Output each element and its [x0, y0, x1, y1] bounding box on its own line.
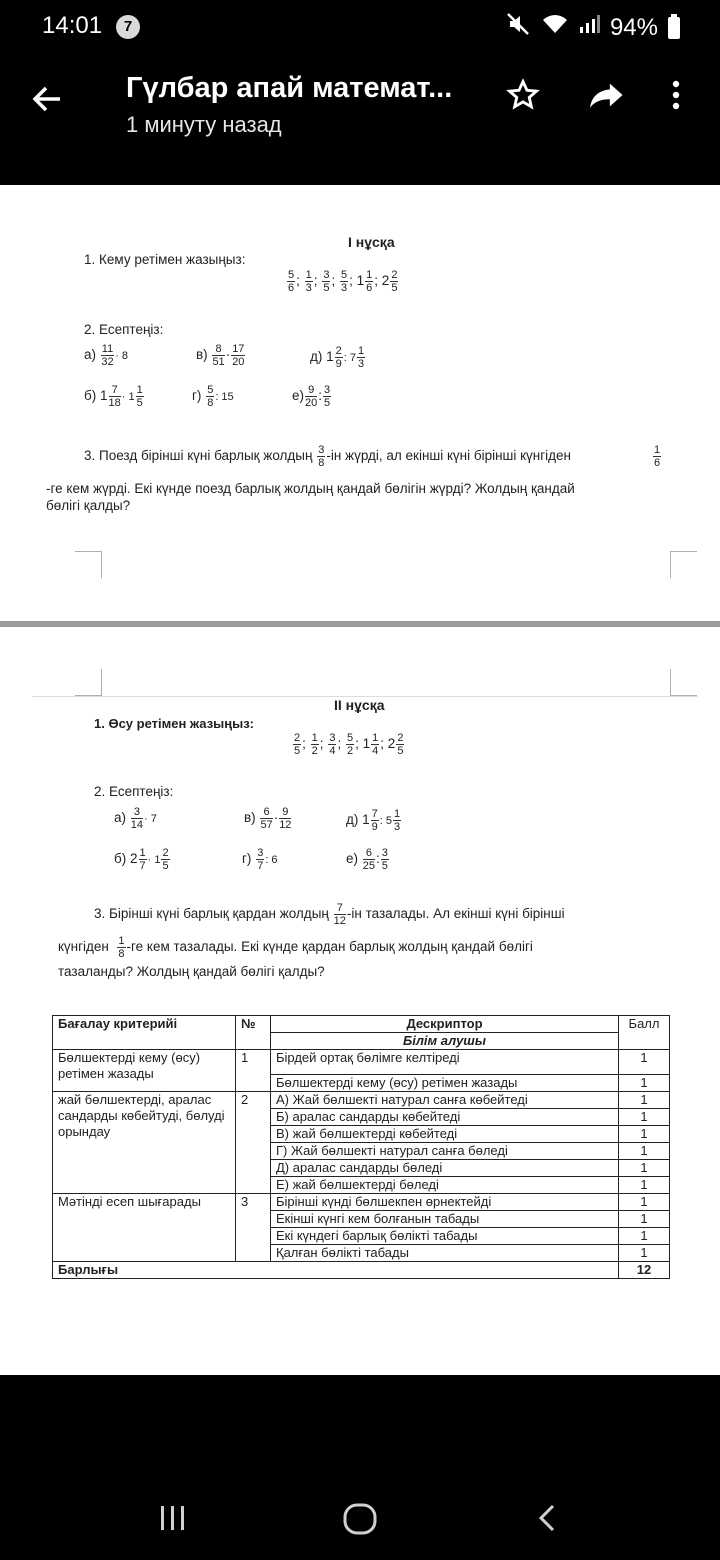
- page-corner-mark: [670, 551, 697, 578]
- mute-icon: [506, 12, 532, 43]
- share-forward-icon[interactable]: [588, 78, 626, 121]
- v1-item-g: г) $\frac{5}{8}$ : 15: [192, 384, 234, 409]
- app-bar: [0, 56, 720, 184]
- v1-item-v: в) $\frac{8}{51}$ · $\frac{17}{20}$: [196, 343, 245, 368]
- descriptor-cell: Қалған бөлікті табады: [271, 1245, 619, 1262]
- score-cell: 1: [619, 1177, 670, 1194]
- table-row: [53, 1050, 670, 1075]
- v1-task2: 2. Есептеңіз:: [84, 322, 164, 337]
- descriptor-cell: Б) аралас сандарды көбейтеді: [271, 1109, 619, 1126]
- v1-task1: 1. Кему ретімен жазыңыз:: [84, 252, 246, 267]
- table-row: [53, 1194, 670, 1211]
- descriptor-cell: Е) жай бөлшектерді бөледі: [271, 1177, 619, 1194]
- v2-task3-line1: 3. Бірінші күні барлық қардан жолдың $\frac{7}{12}$ -ін тазалады. Ал екінші күні бірінші: [94, 902, 565, 927]
- descriptor-cell: Бірінші күнді бөлшекпен өрнектейді: [271, 1194, 619, 1211]
- v1-item-e: е) $\frac{9}{20}$ : $\frac{3}{5}$: [292, 384, 331, 409]
- star-icon[interactable]: [506, 78, 540, 121]
- table-header-row: [53, 1016, 670, 1033]
- grading-table: [52, 1015, 670, 1279]
- v2-task1-fractions: $\frac{2}{5}$ ; $\frac{1}{2}$ ; $\frac{3}{4}$ ; $\frac{5}{2}$ ; 1 $\frac{1}{4}$ ; 2 $\frac{2}{5}$: [294, 732, 404, 757]
- header-criterion: Бағалау критерийі: [53, 1016, 236, 1050]
- v2-task3-line3: тазаланды? Жолдың қандай бөлігі қалды?: [58, 964, 325, 979]
- battery-icon: [668, 17, 680, 39]
- header-student: Білім алушы: [271, 1033, 619, 1050]
- score-cell: 1: [619, 1211, 670, 1228]
- total-label: Барлығы: [53, 1262, 619, 1279]
- status-icons: [506, 12, 680, 43]
- score-cell: 1: [619, 1245, 670, 1262]
- v1-item-d: д) 1 $\frac{2}{9}$ : 7 $\frac{1}{3}$: [310, 345, 365, 370]
- v2-item-d: д) 1 $\frac{7}{9}$ : 5 $\frac{1}{3}$: [346, 808, 401, 833]
- score-cell: 1: [619, 1075, 670, 1092]
- header-descriptor: Дескриптор: [271, 1016, 619, 1033]
- criterion-cell: Мәтінді есеп шығарады: [53, 1194, 236, 1262]
- header-number: №: [236, 1016, 271, 1050]
- page-corner-mark: [670, 669, 697, 696]
- v2-task3-line2: күнгіден $\frac{1}{8}$ -ге кем тазалады. Екі күнде қардан барлық жолдың қандай бөлігі: [58, 935, 533, 960]
- score-cell: 1: [619, 1092, 670, 1109]
- number-cell: 3: [236, 1194, 271, 1262]
- descriptor-cell: А) Жай бөлшекті натурал санға көбейтеді: [271, 1092, 619, 1109]
- v1-task1-fractions: $\frac{5}{6}$ ; $\frac{1}{3}$ ; $\frac{3}{5}$ ; $\frac{5}{3}$ ; 1 $\frac{1}{6}$ ; 2 $\frac{2}{5}$: [288, 269, 398, 294]
- back-arrow-icon[interactable]: [30, 82, 64, 125]
- v2-item-b: б) 2 $\frac{1}{7}$ · 1 $\frac{2}{5}$: [114, 847, 169, 872]
- descriptor-cell: В) жай бөлшектерді көбейтеді: [271, 1126, 619, 1143]
- page-corner-mark: [75, 669, 102, 696]
- v1-task3-fraction2: $\frac{1}{6}$: [654, 444, 661, 469]
- page-corner-mark: [75, 551, 102, 578]
- criterion-cell: жай бөлшектерді, аралас сандарды көбейтуді, бөлуді орындау: [53, 1092, 236, 1194]
- variant-2-heading: ІІ нұсқа: [334, 697, 385, 713]
- home-icon[interactable]: [343, 1503, 377, 1544]
- battery-level: 94%: [609, 13, 658, 41]
- v2-task1: 1. Өсу ретімен жазыңыз:: [94, 716, 254, 731]
- v2-item-g: г) $\frac{3}{7}$ : 6: [242, 847, 278, 872]
- descriptor-cell: Екі күндегі барлық бөлікті табады: [271, 1228, 619, 1245]
- criterion-cell: Бөлшектерді кему (өсу) ретімен жазады: [53, 1050, 236, 1092]
- v1-item-a: а) $\frac{11}{32}$ · 8: [84, 343, 129, 368]
- total-score: 12: [619, 1262, 670, 1279]
- v2-item-v: в) $\frac{6}{57}$ · $\frac{9}{12}$: [244, 806, 292, 831]
- v2-item-a: а) $\frac{3}{14}$ · 7: [114, 806, 157, 831]
- score-cell: 1: [619, 1143, 670, 1160]
- v1-task3-line1: 3. Поезд бірінші күні барлық жолдың $\frac{3}{8}$ -ін жүрді, ал екінші күні бірінші күнгіден: [84, 444, 572, 469]
- score-cell: 1: [619, 1160, 670, 1177]
- table-row: [53, 1092, 670, 1109]
- number-cell: 2: [236, 1092, 271, 1194]
- chat-title: Гүлбар апай математ...: [126, 72, 453, 104]
- table-total-row: [53, 1262, 670, 1279]
- v1-task3-line3: бөлігі қалды?: [46, 498, 131, 513]
- v2-item-e: е) $\frac{6}{25}$ : $\frac{3}{5}$: [346, 847, 388, 872]
- signal-icon: [578, 13, 600, 42]
- descriptor-cell: Екінші күнгі кем болғанын табады: [271, 1211, 619, 1228]
- descriptor-cell: Бөлшектерді кему (өсу) ретімен жазады: [271, 1075, 619, 1092]
- recent-apps-icon[interactable]: [158, 1503, 188, 1542]
- descriptor-cell: Д) аралас сандарды бөледі: [271, 1160, 619, 1177]
- wifi-icon: [542, 13, 568, 42]
- score-cell: 1: [619, 1126, 670, 1143]
- descriptor-cell: Бірдей ортақ бөлімге келтіреді: [271, 1050, 619, 1075]
- descriptor-cell: Г) Жай бөлшекті натурал санға бөледі: [271, 1143, 619, 1160]
- notification-count-badge: 7: [116, 15, 140, 39]
- score-cell: 1: [619, 1194, 670, 1211]
- v1-task3-line2: -ге кем жүрді. Екі күнде поезд барлық жолдың қандай бөлігін жүрді? Жолдың қандай: [46, 481, 575, 496]
- score-cell: 1: [619, 1228, 670, 1245]
- variant-1-heading: І нұсқа: [348, 234, 395, 250]
- v2-task2: 2. Есептеңіз:: [94, 784, 174, 799]
- number-cell: 1: [236, 1050, 271, 1092]
- status-bar: [0, 0, 720, 56]
- chat-subtitle: 1 минуту назад: [126, 112, 282, 137]
- back-icon[interactable]: [536, 1503, 558, 1542]
- header-score: Балл: [619, 1016, 670, 1050]
- score-cell: 1: [619, 1109, 670, 1126]
- more-options-icon[interactable]: [670, 78, 682, 121]
- score-cell: 1: [619, 1050, 670, 1075]
- status-time: 14:01: [42, 12, 103, 39]
- v1-item-b: б) 1 $\frac{7}{18}$ · 1 $\frac{1}{5}$: [84, 384, 143, 409]
- navigation-bar: [0, 1375, 720, 1560]
